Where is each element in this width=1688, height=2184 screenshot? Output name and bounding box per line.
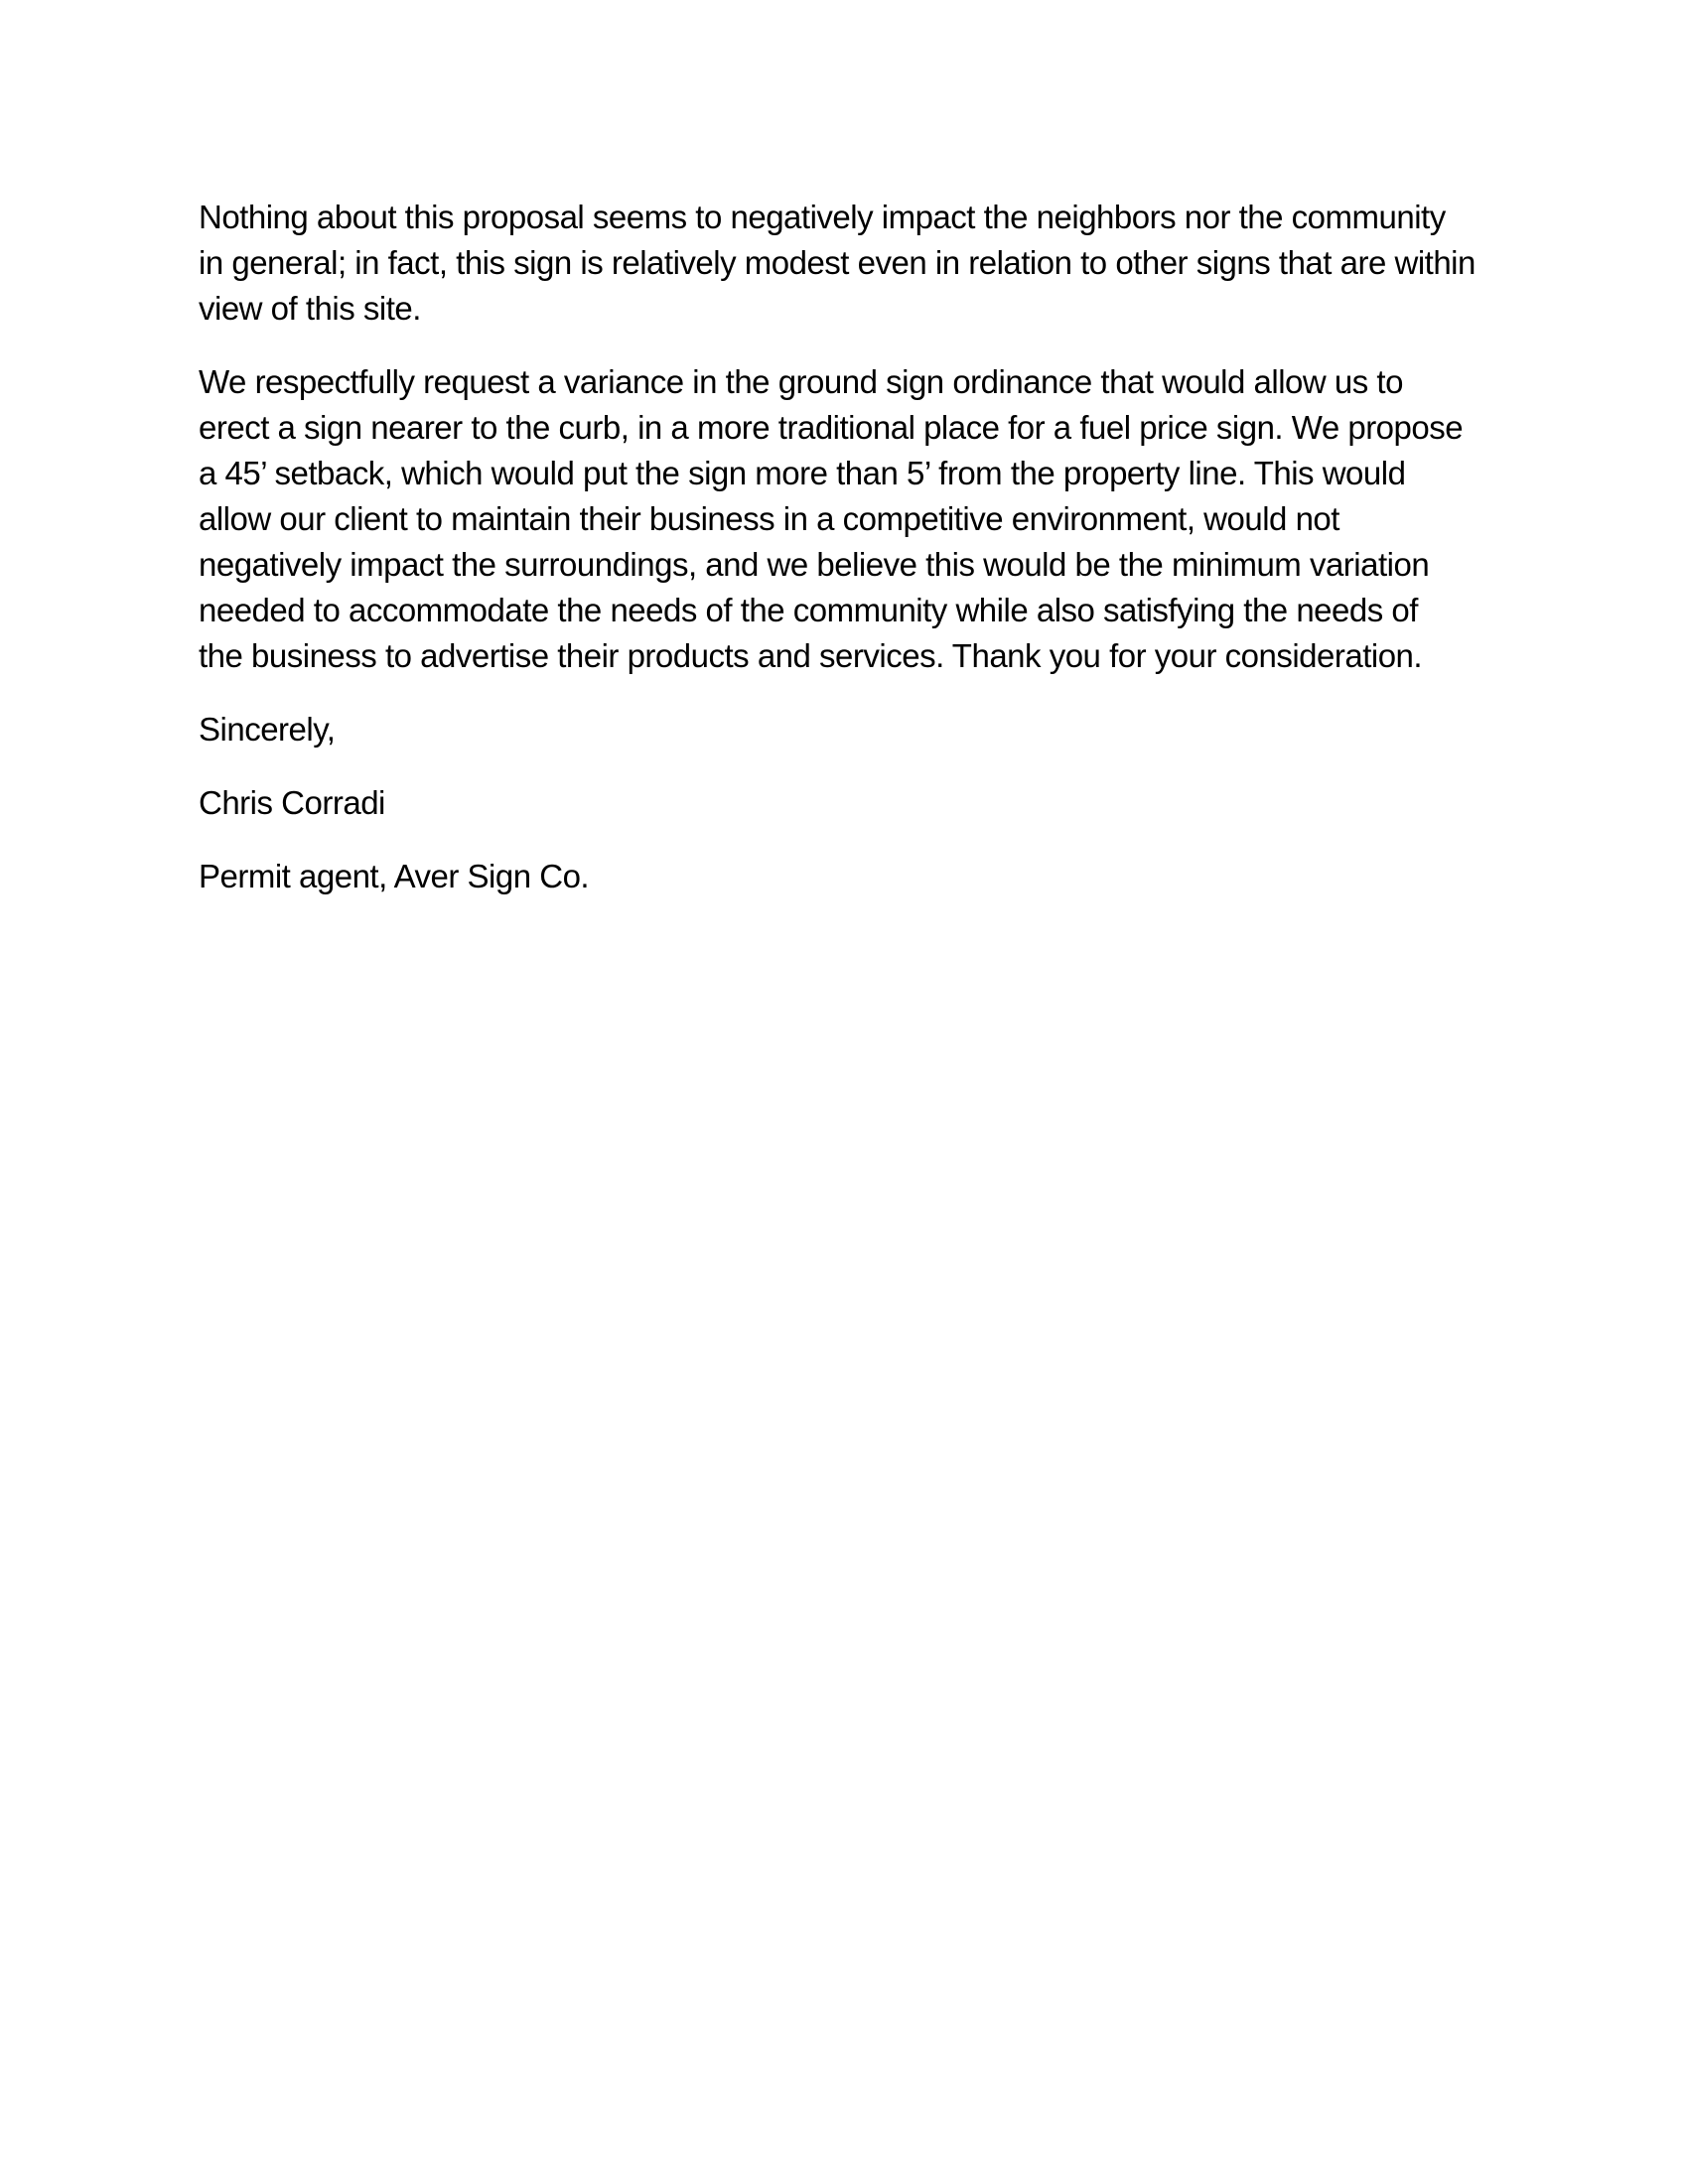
signature-title bbox=[199, 854, 1489, 899]
letter-line: the business to advertise their products and services. Thank you for your consideration. bbox=[199, 637, 1423, 674]
letter-line: a 45’ setback, which would put the sign more than 5’ from the property line. This would bbox=[199, 455, 1406, 491]
letter-line: in general; in fact, this sign is relatively modest even in relation to other signs that are within bbox=[199, 244, 1476, 281]
letter-line: Permit agent, Aver Sign Co. bbox=[199, 858, 590, 894]
paragraph-impact-statement bbox=[199, 195, 1489, 332]
signature-closing bbox=[199, 707, 1489, 752]
letter-line: Chris Corradi bbox=[199, 784, 385, 821]
signature-name bbox=[199, 780, 1489, 826]
letter-line: view of this site. bbox=[199, 290, 421, 327]
letter-line: erect a sign nearer to the curb, in a more traditional place for a fuel price sign. We propose bbox=[199, 409, 1464, 446]
letter-line: We respectfully request a variance in the ground sign ordinance that would allow us to bbox=[199, 363, 1403, 400]
letter-line: Sincerely, bbox=[199, 711, 336, 748]
letter-line: negatively impact the surroundings, and we believe this would be the minimum variation bbox=[199, 546, 1430, 583]
letter-body bbox=[199, 195, 1489, 927]
letter-line: allow our client to maintain their business in a competitive environment, would not bbox=[199, 500, 1339, 537]
paragraph-variance-request bbox=[199, 359, 1489, 679]
letter-line: Nothing about this proposal seems to negatively impact the neighbors nor the community bbox=[199, 199, 1446, 235]
letter-line: needed to accommodate the needs of the community while also satisfying the needs of bbox=[199, 592, 1418, 628]
